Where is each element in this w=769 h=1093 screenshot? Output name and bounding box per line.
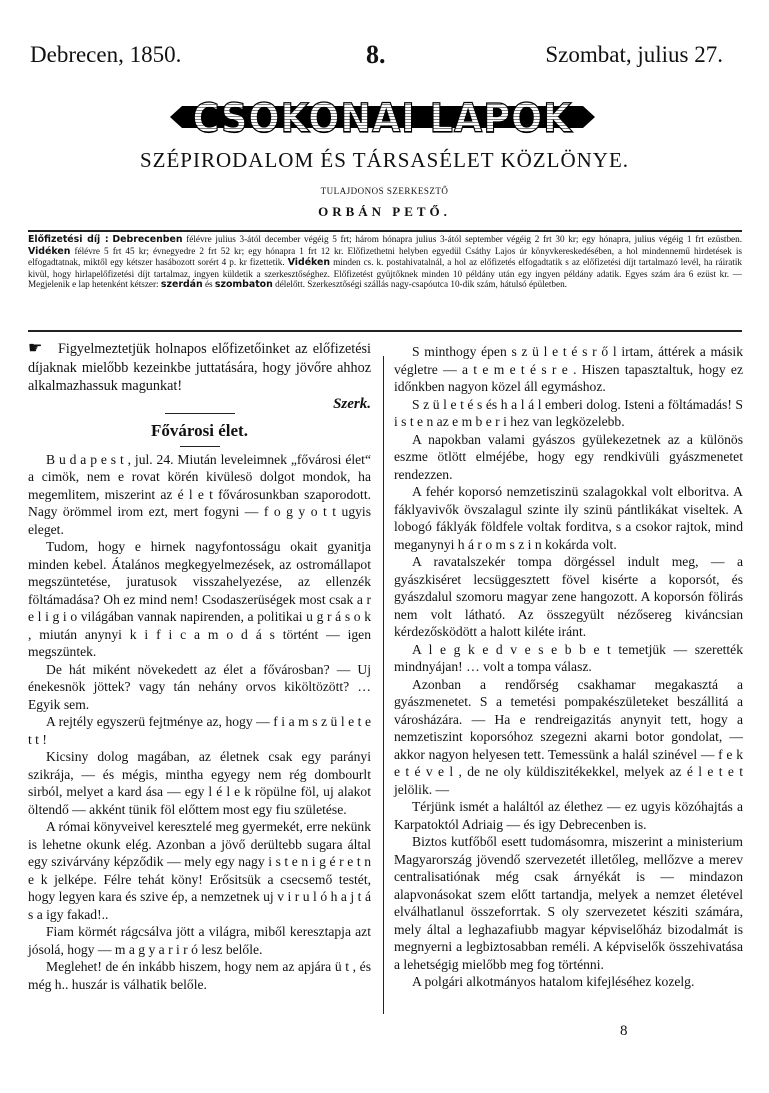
article-paragraph: Fiam körmét rágcsálva jött a világra, miből keresztapja azt jósolá, hogy — m a g y a r i r ó lesz belőle. bbox=[28, 924, 371, 957]
top-rule bbox=[28, 230, 742, 232]
notice-text: Figyelmeztetjük holnapos előfizetőinket az előfizetési díjaknak mielőbb kezeinkbe juttatására, hogy jövőre ahhoz alkalmazhassuk magunkat! bbox=[28, 341, 371, 394]
pointing-hand-icon: ☛ bbox=[28, 340, 43, 357]
subscription-info bbox=[28, 234, 742, 291]
subtitle: SZÉPIRODALOM ÉS TÁRSASÉLET KÖZLÖNYE. bbox=[139, 148, 630, 172]
issue-date: Szombat, julius 27. bbox=[545, 42, 723, 67]
subscription-country-label: Vidéken bbox=[28, 245, 71, 257]
newspaper-title bbox=[170, 92, 595, 142]
article-paragraph: S minthogy épen s z ü l e t é s r ő l irtam, áttérek a másik végletre — a t e m e t é s r e . Hiszen tapasztaltuk, hogy ez időnkben nagyon közel áll egymáshoz. bbox=[394, 344, 743, 394]
place-year: Debrecen, 1850. bbox=[30, 42, 182, 67]
article-paragraph: A napokban valami gyászos gyülekezetnek az a különös eszme ötlött elméjébe, hogy egy rendkivüli gyászmenetet rendezzen. bbox=[394, 431, 743, 482]
subscription-text: félévre 5 frt 45 kr; évnegyedre 2 frt 52 kr; egy hónapra 1 frt 12 kr. Előfizethetni helyben egyedül Csáthy Lajos úr könyvkereskedésében, a hol mindennemű hirdetések is elfogadtatnak, miktől egy kétszer hasábozott sorért 4 p. kr fizettetik. bbox=[28, 245, 742, 268]
article-paragraph: Meglehet! de én inkább hiszem, hogy nem az apjára ü t , és még h.. huszár is válhatik belőle. bbox=[28, 959, 371, 992]
editor-name: ORBÁN PETŐ. bbox=[318, 204, 451, 219]
article-paragraph: Térjünk ismét a haláltól az élethez — ez ugyis közóhajtás a Karpatoktól Adriaig — és igy Debrecenben is. bbox=[394, 799, 743, 832]
article-paragraph: S z ü l e t é s és h a l á l emberi dolog. Isteni a föltámadás! S i s t e n az e m b e r i hez van legközelebb. bbox=[394, 396, 743, 429]
section-divider bbox=[165, 413, 235, 414]
article-paragraph: Azonban a rendőrség csakhamar megakasztá a gyászmenetet. S a temetési pompakészületeket beszállitá a városházára. — Ha e rendreigazitás anynyit tett, hogy a nemzetiszint koporsóhoz szegezni akarni botor gondolat, — akkor nagyon helyesen tett. Temessünk a halál szinével — f e k e t é v e l , de ne oly küldiszitékekkel, melyek az é l e t e t jelölik. — bbox=[394, 676, 743, 797]
section-title: Fővárosi élet. bbox=[151, 421, 248, 440]
subscription-text: félévre julius 3-ától december végéig 5 frt; három hónapra julius 3-ától september végéig 2 frt 30 kr; egy hónapra, julius végéig 1 frt ezüstben. bbox=[186, 234, 743, 244]
issue-number: 8. bbox=[366, 40, 386, 69]
subscription-city-label: Debrecenben bbox=[112, 234, 183, 245]
newspaper-title-text: CSOKONAI LAPOK bbox=[192, 96, 574, 142]
article-paragraph: A római könyveivel keresztelé meg gyermekét, erre nekünk is lehetne okunk elég. Azonban a jövő derültebb sugara által egy szivárvány képződik — mely egy nagy i s t e n i g é r e t n e k jelképe. Félre tehát köny! Erősitsük a csecsemő testét, hogy legyen kara és szive ép, a nemzetnek uj v i r u l ó h a j t á s a igy fakad!.. bbox=[28, 819, 371, 922]
right-column bbox=[394, 343, 743, 991]
subscription-day-label: szombaton bbox=[214, 279, 273, 291]
section-divider bbox=[180, 446, 220, 447]
article-paragraph: A fehér koporsó nemzetiszinü szalagokkal volt elboritva. A fáklyavivők övszalagul szinte ily szinü pántlikákat viseltek. A lobogó fáklyák földfele voltak forditva, s a csokor rajtok, mind meganynyi h á r o m s z i n kokárda volt. bbox=[394, 484, 743, 552]
subscription-label: Előfizetési díj : bbox=[28, 234, 109, 245]
article-paragraph: Tudom, hogy e hirnek nagyfontosságu okait gyanitja minden kebel. Átalános megkegyelmezések, az ostromállapot megszüntetése, juratusok visszahelyezése, az ellenzék föltámadása? Oh ez mind nem! Csodaszerüségek most csak a r e l i g i o világában vannak napirenden, a politikai u g r á s o k , miután anynyi k i f i c a m o d á s történt — igen megszüntek. bbox=[28, 539, 371, 659]
subscription-text: és bbox=[204, 279, 213, 290]
subscription-text: minden cs. k. postahivatalnál, a hol az előfizetés elfogadtatik s az előfizetési díjt tartalmazó levél, ha ráiratik kivül, hogy hirlapelőfizetési díjt tartalmaz, ingyen küldetik a szerkesztőséghez. Előfizetést gyüjtőknek minden 10 példány után egy ingyen példány adatik. Egyes szám ára 6 ezüst kr. — Megjelenik e lap hetenként kétszer: bbox=[28, 257, 742, 290]
article-paragraph: A polgári alkotmányos hatalom kifejléséhez kozelg. bbox=[412, 974, 695, 989]
subscription-day-label: szerdán bbox=[160, 279, 203, 291]
left-column bbox=[28, 340, 371, 993]
notice-signature: Szerk. bbox=[333, 395, 371, 412]
article-paragraph: De hát miként növekedett az élet a fővárosban? — Uj énekesnök jöttek? vagy tán nehány orvos kiköltözött? … Egyik sem. bbox=[28, 661, 371, 712]
subscription-text: délelőtt. Szerkesztőségi szállás nagy-csapóutca 10-dik szám, hátulsó épületben. bbox=[275, 279, 567, 290]
article-paragraph: A ravatalszekér tompa dörgéssel indult meg, — a gyászkiséret lecsüggesztett fövel kisérte a koporsót, és gyászdalul szomoru magyar zene hangozott. A koporsón fölirás nem volt látható. Az összegyült nézősereg kiváncsian kérdezősködött a halott kiléte iránt. bbox=[394, 554, 743, 639]
masthead-line bbox=[30, 42, 723, 78]
article-paragraph: A rejtély egyszerü fejtménye az, hogy — f i a m s z ü l e t e t t ! bbox=[28, 714, 371, 747]
column-divider bbox=[383, 356, 384, 1014]
article-paragraph: Kicsiny dolog magában, az életnek csak egy parányi szikrája, — és mégis, mintha egyegy nem rég dombourlt sirból, melyet a kard ása — egy l é l e k röpülne föl, uj alakot öltendő — akként tünik föl előttem most egy fiu születése. bbox=[28, 749, 371, 817]
editor-label: TULAJDONOS SZERKESZTŐ bbox=[320, 186, 449, 196]
article-paragraph: Biztos kutfőből esett tudomásomra, miszerint a ministerium Magyarország jövendő szervezetét illetőleg, mellőzve a merev centralisatiónak még csak árnyékát is — mindazon alapvonásokat szem előtt tartandja, melyek a nemzet életével elválhatlanul összeforrtak. S oly szervezetet késziti számára, mely által a leghazafiubb magyar képviselőház bizodalmát is megnyerni a legbiztosabban reméli. A képviselők összehivatása a lehetségig mielőbb meg fog történni. bbox=[394, 834, 743, 972]
subscriber-notice bbox=[28, 340, 371, 396]
article-paragraph: A l e g k e d v e s e b b e t temetjük — szerették mindnyájan! … volt a tompa válasz. bbox=[394, 641, 743, 674]
subscription-country-label: Vidéken bbox=[287, 257, 331, 269]
subscription-rule bbox=[28, 330, 742, 332]
page-number: 8 bbox=[620, 1023, 628, 1039]
article-paragraph: B u d a p e s t , jul. 24. Miután leveleimnek „fővárosi élet“ a cimök, nem e rovat körén kivülesö dolgot mondok, ha megemlitem, miszerint az é l e t fővárosunkban szaporodott. Nagy örömmel irom ezt, mert fogyni — f o g y o t t ugyis eleget. bbox=[28, 451, 371, 537]
